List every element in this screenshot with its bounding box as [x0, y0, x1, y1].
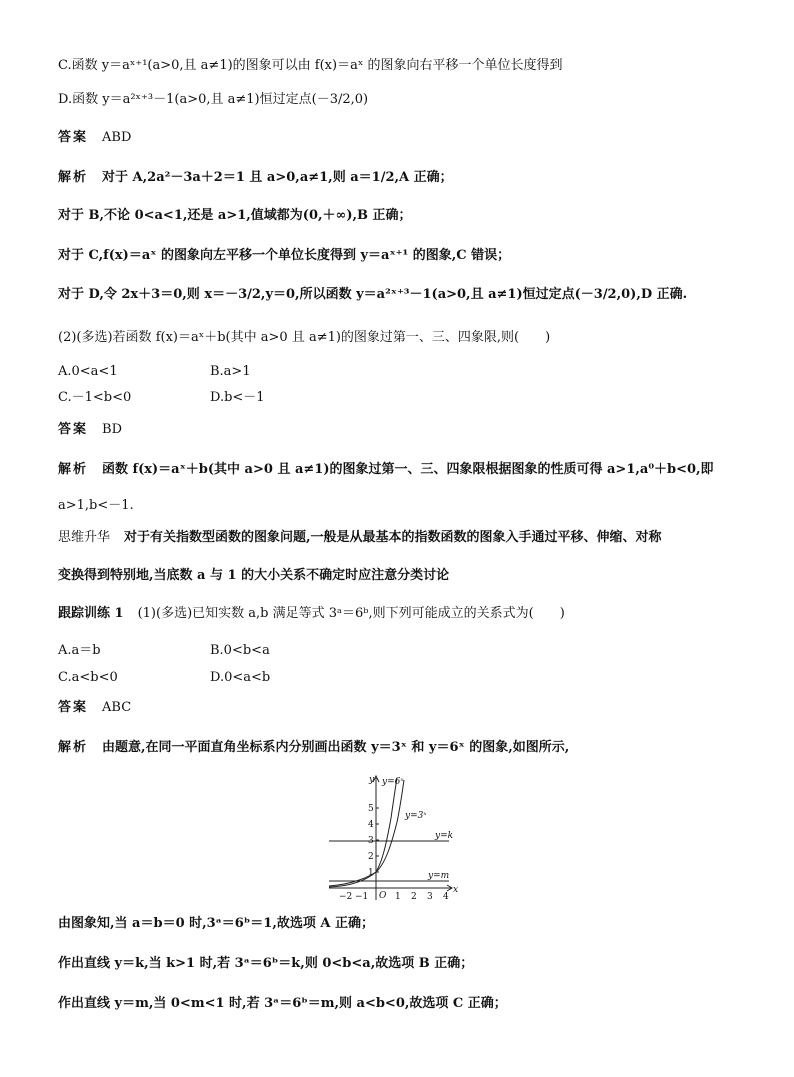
x-tick: 3	[427, 892, 433, 902]
analysis-text: 函数 f(x)＝aˣ＋b(其中 a>0 且 a≠1)的图象过第一、三、四象限根据图象的性质可得 a>1,a⁰＋b<0,即	[102, 462, 714, 477]
thinking-summary	[58, 528, 662, 548]
x-tick: −1	[355, 892, 369, 902]
line-k-label: y=k	[435, 831, 454, 841]
x-tick: 1	[395, 892, 401, 902]
track-question: (1)(多选)已知实数 a,b 满足等式 3ᵃ＝6ᵇ,则下列可能成立的关系式为( )	[137, 606, 565, 621]
answer-3	[58, 698, 131, 718]
curve-y-3x	[329, 780, 404, 886]
x-tick: 2	[411, 892, 417, 902]
analysis-2	[58, 460, 714, 480]
answer-2	[58, 420, 122, 440]
x-tick: −2	[339, 892, 353, 902]
y-tick: 3	[368, 836, 374, 846]
y-tick: 2	[368, 852, 374, 862]
analysis-1-c: 对于 C,f(x)＝aˣ 的图象向左平移一个单位长度得到 y＝aˣ⁺¹ 的图象,C 错误；	[58, 248, 511, 263]
thinking-continued: 变换得到特别地,当底数 a 与 1 的大小关系不确定时应注意分类讨论	[58, 568, 450, 583]
curve-3-label: y=3ˣ	[405, 811, 427, 821]
analysis-label: 解析	[58, 170, 89, 185]
track-training	[58, 604, 565, 624]
analysis-1-d: 对于 D,令 2x＋3＝0,则 x＝－3/2,y＝0,所以函数 y＝a²ˣ⁺³－1(a>0,且 a≠1)恒过定点(－3/2,0),D 正确.	[58, 287, 688, 302]
y-tick: 5	[368, 804, 374, 814]
analysis-label: 解析	[58, 740, 89, 755]
q2-option-b: B.a>1	[210, 364, 251, 379]
analysis-1	[58, 168, 453, 188]
thinking-text: 对于有关指数型函数的图象问题,一般是从最基本的指数函数的图象入手通过平移、伸缩、对称	[124, 530, 662, 545]
analysis-1-b: 对于 B,不论 0<a<1,还是 a>1,值域都为(0,＋∞),B 正确；	[58, 208, 412, 223]
x-tick: 4	[443, 892, 449, 902]
q2-option-a: A.0<a<1	[58, 364, 118, 379]
answer-1	[58, 128, 131, 148]
analysis-2-continued: a>1,b<－1.	[58, 498, 134, 513]
track-option-a: A.a＝b	[58, 643, 101, 658]
analysis-3	[58, 738, 569, 758]
exponential-graph	[325, 772, 460, 904]
line-m-label: y=m	[428, 871, 450, 881]
answer-value: BD	[102, 422, 122, 437]
thinking-label: 思维升华	[58, 530, 111, 545]
track-label: 跟踪训练 1	[58, 606, 124, 621]
conclusion-1: 由图象知,当 a＝b＝0 时,3ᵃ＝6ᵇ＝1,故选项 A 正确；	[58, 916, 374, 931]
track-option-b: B.0<b<a	[210, 643, 270, 658]
analysis-text: 由题意,在同一平面直角坐标系内分别画出函数 y＝3ˣ 和 y＝6ˣ 的图象,如图所示,	[102, 740, 570, 755]
y-axis-label: y	[369, 775, 375, 785]
origin-label: O	[379, 891, 387, 901]
option-c-previous: C.函数 y＝aˣ⁺¹(a>0,且 a≠1)的图象可以由 f(x)＝aˣ 的图象向右平移一个单位长度得到	[58, 58, 563, 73]
y-tick: 4	[368, 820, 374, 830]
option-d-previous: D.函数 y＝a²ˣ⁺³－1(a>0,且 a≠1)恒过定点(－3/2,0)	[58, 92, 369, 107]
y-tick: 1	[368, 868, 374, 878]
analysis-text: 对于 A,2a²－3a＋2＝1 且 a>0,a≠1,则 a＝1/2,A 正确；	[102, 170, 453, 185]
conclusion-3: 作出直线 y＝m,当 0<m<1 时,若 3ᵃ＝6ᵇ＝m,则 a<b<0,故选项 C 正确；	[58, 996, 507, 1011]
track-option-c: C.a<b<0	[58, 670, 118, 685]
x-axis-label: x	[453, 885, 459, 895]
q2-option-c: C.－1<b<0	[58, 390, 132, 405]
q2-option-d: D.b<－1	[210, 390, 265, 405]
answer-label: 答案	[58, 422, 89, 437]
track-option-d: D.0<a<b	[210, 670, 271, 685]
analysis-label: 解析	[58, 462, 89, 477]
answer-value: ABD	[102, 130, 132, 145]
answer-label: 答案	[58, 130, 89, 145]
conclusion-2: 作出直线 y＝k,当 k>1 时,若 3ᵃ＝6ᵇ＝k,则 0<b<a,故选项 B 正确；	[58, 956, 474, 971]
answer-label: 答案	[58, 700, 89, 715]
answer-value: ABC	[102, 700, 132, 715]
question-2: (2)(多选)若函数 f(x)＝aˣ＋b(其中 a>0 且 a≠1)的图象过第一、三、四象限,则( )	[58, 330, 551, 345]
curve-6-label: y=6ˣ	[382, 777, 404, 787]
curve-y-6x	[329, 778, 397, 887]
